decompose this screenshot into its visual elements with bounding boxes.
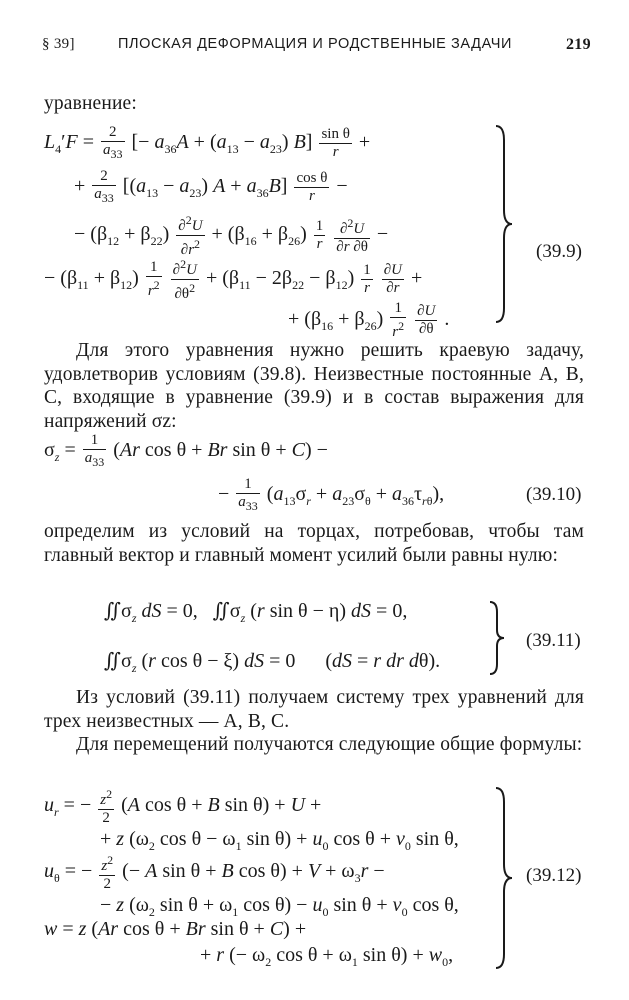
equation-39-9-line-3: − $(\beta_{12} + \beta_{22})$ $\frac{\partial^2U}{\partial r^2}$ + $(\beta_{16} + \beta_{26})$ $\frac{1}{r}$ $\frac{\partial^2U}{\partial r \partial\theta}$ − <box>74 213 389 258</box>
equation-39-9-line-5: + $(\beta_{16} + \beta_{26})$ $\frac{1}{r^2}$ $\frac{\partial U}{\partial\theta}$ . <box>288 300 450 340</box>
paragraph-displacements <box>44 733 584 757</box>
equation-39-12-line-1: $u_r$ = − $\frac{z^2}{2}$ (A cos θ + B sin θ) + U + <box>44 787 322 826</box>
equation-39-12-line-5: w = z (Ar cos θ + Br sin θ + C) + <box>44 918 307 940</box>
equation-39-9-line-2: + $\frac{2}{a_{33}}$ $[(a_{13} - a_{23}) A + a_{36}B]$ $\frac{\text{cos θ}}{r}$ − <box>74 168 348 205</box>
paragraph-system <box>44 686 584 733</box>
running-title: ПЛОСКАЯ ДЕФОРМАЦИЯ И РОДСТВЕННЫЕ ЗАДАЧИ <box>118 36 513 52</box>
paragraph-boundary-problem-text: Для этого уравнения нужно решить краевую задачу, удовлетворив условиям (39.8). Неизвестные постоянные A, B, C, входящие в уравнение (39.9) и в состав выражения для напряжений σz: <box>44 340 584 432</box>
section-reference: § 39] <box>42 36 75 52</box>
equation-number-39-9: (39.9) <box>536 241 582 262</box>
paragraph-system-text: Из условий (39.11) получаем систему трех уравнений для трех неизвестных — A, B, C. <box>44 687 584 732</box>
equation-39-11-line-1: $∬\sigma_z$ dS = 0, $∬\sigma_z$ (r sin θ − η) dS = 0, <box>104 600 408 625</box>
equation-number-39-12: (39.12) <box>526 865 582 886</box>
paragraph-intro: уравнение: <box>44 93 137 114</box>
equation-39-12-line-6: + r (− $\omega_2$ $\cos \theta + \omega_1$ $\sin \theta) + w_0$, <box>200 944 454 969</box>
paragraph-boundary-problem <box>44 339 584 433</box>
paragraph-end-conditions: определим из условий на торцах, потребовав, чтобы там главный вектор и главный момент усилий были равны нулю: <box>44 521 584 566</box>
equation-39-11-line-2: $∬\sigma_z$ (r cos θ − ξ) dS = 0 (dS = r dr dθ). <box>104 650 441 675</box>
brace-39-9 <box>494 124 514 324</box>
equation-39-10-line-1: $\sigma_z$ = $\frac{1}{a_{33}}$ (Ar cos θ + Br sin θ + C) − <box>44 432 328 469</box>
brace-39-11 <box>488 600 506 676</box>
equation-39-10-line-2: − $\frac{1}{a_{33}}$ $(a_{13}\sigma_r + a_{23}\sigma_\theta + a_{36}\tau_{r\theta})$, <box>218 476 445 513</box>
equation-39-9-line-1: $L_4'F$ = $\frac{2}{a_{33}}$ [− $a_{36}A + (a_{13} - a_{23})$ B] $\frac{\text{sin θ}}{r}$ + <box>44 124 371 161</box>
equation-number-39-10: (39.10) <box>526 484 582 505</box>
equation-39-12-line-3: $u_\theta$ = − $\frac{z^2}{2}$ (− A sin θ + B $\cos \theta) + V + \omega_3r$ − <box>44 853 385 892</box>
equation-39-12-line-4: − z ($\omega_2$ $\sin \theta + \omega_1$ $\cos \theta) - u_0$ $\sin \theta + v_0$ cos θ, <box>100 894 459 919</box>
equation-number-39-11: (39.11) <box>526 630 581 651</box>
page-number: 219 <box>566 36 591 53</box>
brace-39-12 <box>494 786 514 970</box>
paragraph-displacements-text: Для перемещений получаются следующие общие формулы: <box>76 734 583 755</box>
equation-39-12-line-2: + z ($\omega_2$ $\cos \theta - \omega_1$ $\sin \theta) + u_0$ $\cos \theta + v_0$ sin θ, <box>100 828 459 853</box>
equation-39-9-line-4: − $(\beta_{11} + \beta_{12})$ $\frac{1}{r^2}$ $\frac{\partial^2U}{\partial\theta^2}$ + $(\beta_{11} - 2\beta_{22} - \beta_{12})$ $\frac{1}{r}$ $\frac{\partial U}{\partial r}$ + <box>44 257 423 302</box>
